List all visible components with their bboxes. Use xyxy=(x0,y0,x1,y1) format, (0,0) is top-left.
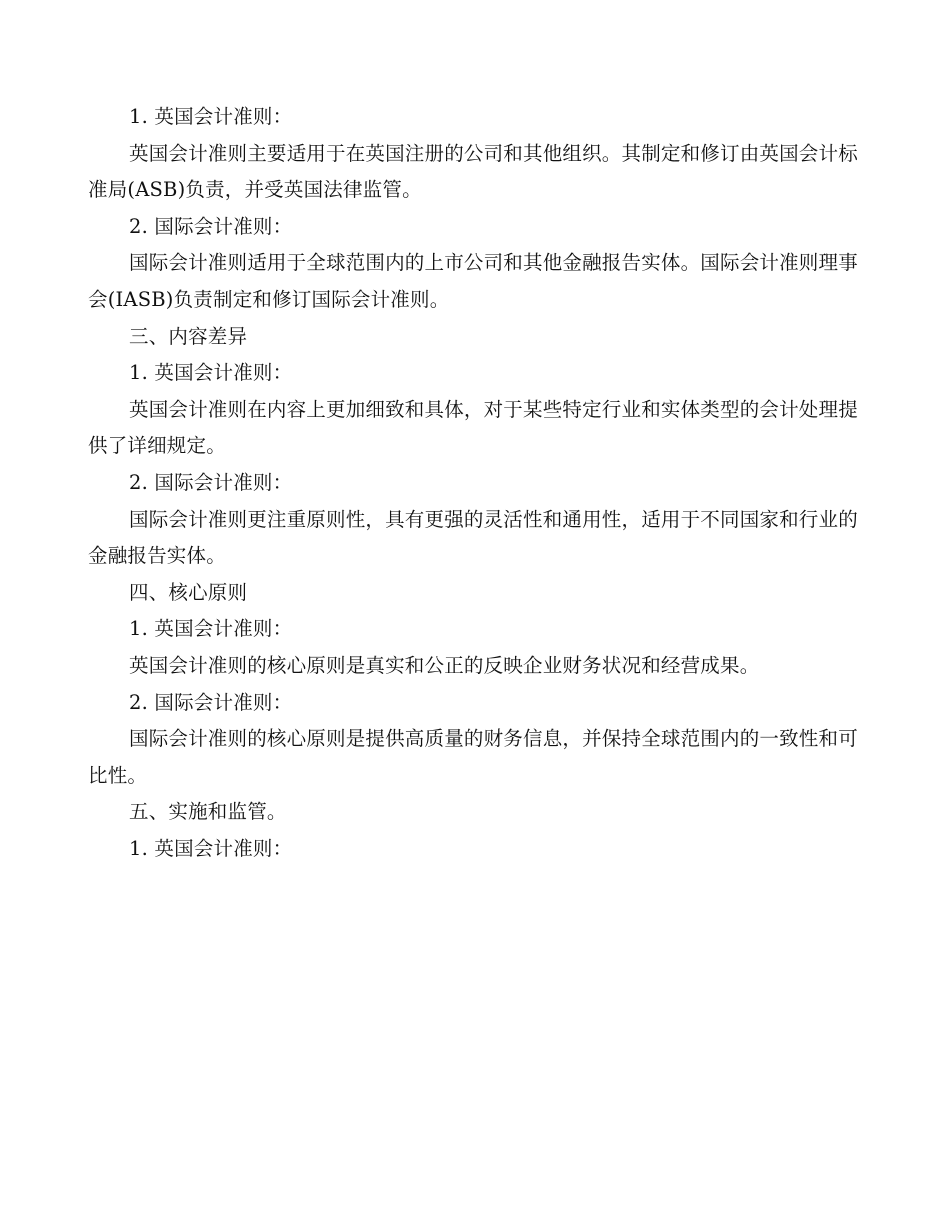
paragraph-uk-content: 英国会计准则在内容上更加细致和具体，对于某些特定行业和实体类型的会计处理提供了详细规定。 xyxy=(88,397,858,458)
section-heading-content-differences: 三、内容差异 xyxy=(129,324,248,348)
paragraph-international-principles: 国际会计准则的核心原则是提供高质量的财务信息，并保持全球范围内的一致性和可比性。 xyxy=(88,727,858,787)
paragraph-international-content: 国际会计准则更注重原则性，具有更强的灵活性和通用性，适用于不同国家和行业的金融报告实体。 xyxy=(88,507,858,568)
paragraph-uk-principles: 英国会计准则的核心原则是真实和公正的反映企业财务状况和经营成果。 xyxy=(129,653,760,677)
section-heading-core-principles: 四、核心原则 xyxy=(129,580,248,604)
section-heading-implementation-supervision: 五、实施和监管。 xyxy=(129,800,287,824)
subheading-international-standards: 2. 国际会计准则： xyxy=(129,214,293,238)
paragraph-uk-scope: 英国会计准则主要适用于在英国注册的公司和其他组织。其制定和修订由英国会计标准局(ASB)负责，并受英国法律监管。 xyxy=(88,141,858,202)
subheading-uk-standards: 1. 英国会计准则： xyxy=(129,105,293,128)
paragraph-international-scope: 国际会计准则适用于全球范围内的上市公司和其他金融报告实体。国际会计准则理事会(IASB)负责制定和修订国际会计准则。 xyxy=(88,251,858,311)
document-body xyxy=(88,99,858,867)
subheading-uk-standards: 1. 英国会计准则： xyxy=(129,617,293,641)
subheading-uk-standards: 1. 英国会计准则： xyxy=(129,836,293,860)
subheading-international-standards: 2. 国际会计准则： xyxy=(129,470,293,494)
subheading-uk-standards: 1. 英国会计准则： xyxy=(129,361,293,385)
subheading-international-standards: 2. 国际会计准则： xyxy=(129,690,293,714)
